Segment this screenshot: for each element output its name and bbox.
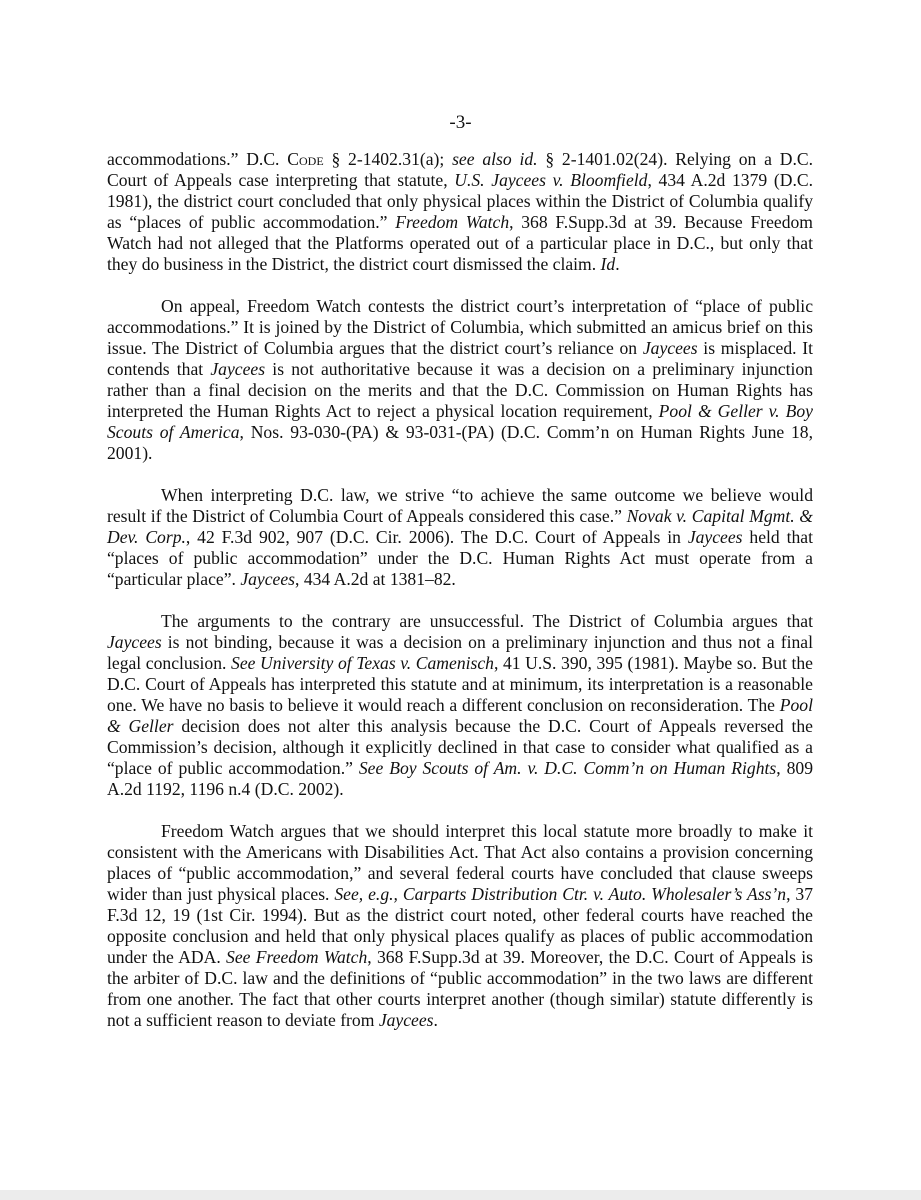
citation-italic: see also id.	[452, 149, 538, 169]
text-run: held that “places of public accommodation” under the D.C. Human Rights Act must operate from a “particular place”.	[107, 527, 813, 589]
text-run: , 368 F.Supp.3d at 39. Moreover, the D.C. Court of Appeals is the arbiter of D.C. law and the definitions of “public accommodation” in the two laws are different from one another. The fact that other courts interpret another (though similar) statute differently is not a sufficient reason to deviate from	[107, 947, 814, 1030]
citation-italic: See, e.g., Carparts Distribution Ctr. v. Auto. Wholesaler’s Ass’n	[334, 884, 787, 904]
citation-italic: See Boy Scouts of Am. v. D.C. Comm’n on Human Rights	[358, 758, 777, 778]
citation-italic: Id	[600, 254, 616, 274]
paragraph-arguments-unsuccessful	[107, 611, 813, 800]
text-run: The arguments to the contrary are unsuccessful. The District of Columbia argues that	[161, 611, 813, 631]
text-run: , 368 F.Supp.3d at 39. Because Freedom Watch had not alleged that the Platforms operated out of a particular place in D.C., but only that they do business in the District, the district court dismissed the claim.	[107, 212, 813, 274]
citation-italic: Jaycees	[210, 359, 266, 379]
text-run: § 2-1402.31(a);	[323, 149, 453, 169]
text-run: accommodations.” D.C.	[107, 149, 288, 169]
citation-italic: Pool & Geller v. Boy Scouts of America	[107, 401, 813, 442]
text-run: , 434 A.2d at 1381–82.	[295, 569, 456, 589]
text-run: , Nos. 93-030-(PA) & 93-031-(PA) (D.C. Comm’n on Human Rights June 18, 2001).	[107, 422, 813, 463]
citation-italic: Jaycees	[378, 1010, 434, 1030]
citation-italic: Pool & Geller	[107, 695, 813, 736]
text-run: , 37 F.3d 12, 19 (1st Cir. 1994). But as the district court noted, other federal courts have reached the opposite conclusion and held that only physical places qualify as places of public accommodation under the ADA.	[107, 884, 814, 967]
citation-italic: Jaycees	[107, 632, 162, 652]
text-run: On appeal, Freedom Watch contests the district court’s interpretation of “place of public accommodations.” It is joined by the District of Columbia, which submitted an amicus brief on this issue. The District of Columbia argues that the district court’s reliance on	[107, 296, 813, 358]
citation-italic: Novak v. Capital Mgmt. & Dev. Corp.	[107, 506, 813, 547]
text-run: , 41 U.S. 390, 395 (1981). Maybe so. But the D.C. Court of Appeals has interpreted this statute and at minimum, its interpretation is a reasonable one. We have no basis to believe it would reach a different conclusion on reconsideration. The	[107, 653, 813, 715]
citation-italic: See Freedom Watch	[226, 947, 368, 967]
small-caps-text: Code	[287, 149, 324, 169]
paragraph-continuation	[107, 149, 813, 275]
text-run: is not binding, because it was a decision on a preliminary injunction and thus not a final legal conclusion.	[107, 632, 813, 673]
text-run: decision does not alter this analysis because the D.C. Court of Appeals reversed the Commission’s decision, although it explicitly declined in that case to consider what qualified as a “place of public accommodation.”	[107, 716, 813, 778]
text-run: , 434 A.2d 1379 (D.C. 1981), the district court concluded that only physical places within the District of Columbia qualify as “places of public accommodation.”	[107, 170, 813, 232]
page-number: -3-	[449, 112, 472, 133]
text-run: § 2-1401.02(24). Relying on a D.C. Court of Appeals case interpreting that statute,	[107, 149, 813, 190]
citation-italic: Freedom Watch	[395, 212, 510, 232]
text-run: .	[615, 254, 620, 274]
paragraph-ada-argument	[107, 821, 813, 1031]
text-run: is misplaced. It contends that	[107, 338, 814, 379]
text-run: .	[433, 1010, 438, 1030]
paragraph-interpreting-dc-law	[107, 485, 813, 590]
citation-italic: Jaycees	[687, 527, 743, 547]
text-run: When interpreting D.C. law, we strive “to achieve the same outcome we believe would result if the District of Columbia Court of Appeals considered this case.”	[107, 485, 813, 526]
bottom-strip	[0, 1190, 921, 1200]
text-run: Freedom Watch argues that we should interpret this local statute more broadly to make it consistent with the Americans with Disabilities Act. That Act also contains a provision concerning places of “public accommodation,” and several federal courts have concluded that clause sweeps wider than just physical places.	[107, 821, 813, 904]
citation-italic: Jaycees	[240, 569, 296, 589]
body-text	[107, 149, 813, 1052]
text-run: is not authoritative because it was a decision on a preliminary injunction rather than a final decision on the merits and that the D.C. Commission on Human Rights has interpreted the Human Rights Act to reject a physical location requirement,	[107, 359, 813, 421]
paragraph-on-appeal	[107, 296, 813, 464]
citation-italic: See University of Texas v. Camenisch	[231, 653, 494, 673]
text-run: , 42 F.3d 902, 907 (D.C. Cir. 2006). The D.C. Court of Appeals in	[185, 527, 688, 547]
citation-italic: Jaycees	[642, 338, 698, 358]
citation-italic: U.S. Jaycees v. Bloomfield	[454, 170, 648, 190]
text-run: , 809 A.2d 1192, 1196 n.4 (D.C. 2002).	[107, 758, 813, 799]
